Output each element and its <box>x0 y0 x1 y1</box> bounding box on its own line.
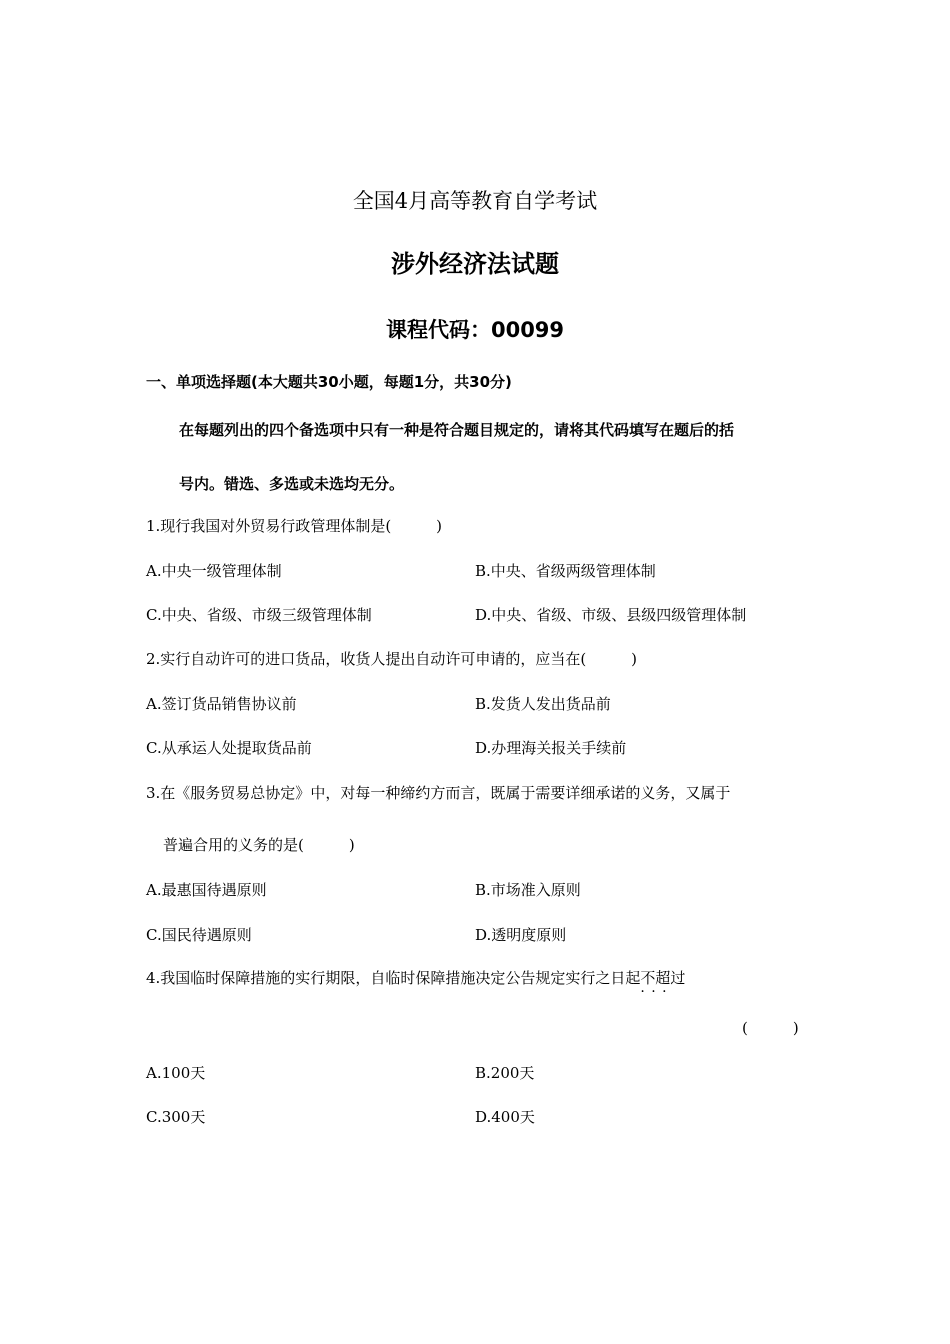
exam-title: 全国4月高等教育自学考试 <box>352 189 598 213</box>
course-code: 课程代码：00099 <box>385 318 565 342</box>
question-2-option-c: C.从承运人处提取货品前 <box>146 739 312 757</box>
question-3-option-a: A.最惠国待遇原则 <box>146 881 267 899</box>
question-1-stem: 1.现行我国对外贸易行政管理体制是( ) <box>146 517 443 535</box>
question-2-option-d: D.办理海关报关手续前 <box>475 739 627 757</box>
question-3-stem: 3.在《服务贸易总协定》中，对每一种缔约方而言，既属于需要详细承诺的义务，又属于 <box>146 784 731 802</box>
question-3-stem-continued: 普遍合用的义务的是( ) <box>163 836 355 854</box>
question-4-option-d: D.400天 <box>475 1108 535 1126</box>
question-4-answer-paren: ( ) <box>742 1019 799 1037</box>
section-instruction-line1: 在每题列出的四个备选项中只有一种是符合题目规定的，请将其代码填写在题后的括 <box>179 421 735 439</box>
question-3-option-b: B.市场准入原则 <box>475 881 581 899</box>
question-4-option-c: C.300天 <box>146 1108 206 1126</box>
question-1-option-d: D.中央、省级、市级、县级四级管理体制 <box>475 606 747 624</box>
question-3-option-d: D.透明度原则 <box>475 926 567 944</box>
section-instruction-line2: 号内。错选、多选或未选均无分。 <box>179 475 405 493</box>
question-4-emphasized-text: 不超过 · · · <box>640 969 685 987</box>
question-3-option-c: C.国民待遇原则 <box>146 926 252 944</box>
question-4-option-a: A.100天 <box>146 1064 206 1082</box>
question-4-option-b: B.200天 <box>475 1064 535 1082</box>
question-4-stem <box>146 968 685 988</box>
question-2-option-b: B.发货人发出货品前 <box>475 695 611 713</box>
question-2-stem: 2.实行自动许可的进口货品，收货人提出自动许可申请的，应当在( ) <box>146 650 638 668</box>
question-1-option-a: A.中央一级管理体制 <box>146 562 282 580</box>
subject-title: 涉外经济法试题 <box>391 250 559 278</box>
question-1-option-c: C.中央、省级、市级三级管理体制 <box>146 606 372 624</box>
question-1-option-b: B.中央、省级两级管理体制 <box>475 562 656 580</box>
question-4-stem-text: 4.我国临时保障措施的实行期限，自临时保障措施决定公告规定实行之日起 <box>146 969 641 987</box>
section-heading: 一、单项选择题(本大题共30小题，每题1分，共30分) <box>146 373 512 391</box>
question-2-option-a: A.签订货品销售协议前 <box>146 695 297 713</box>
